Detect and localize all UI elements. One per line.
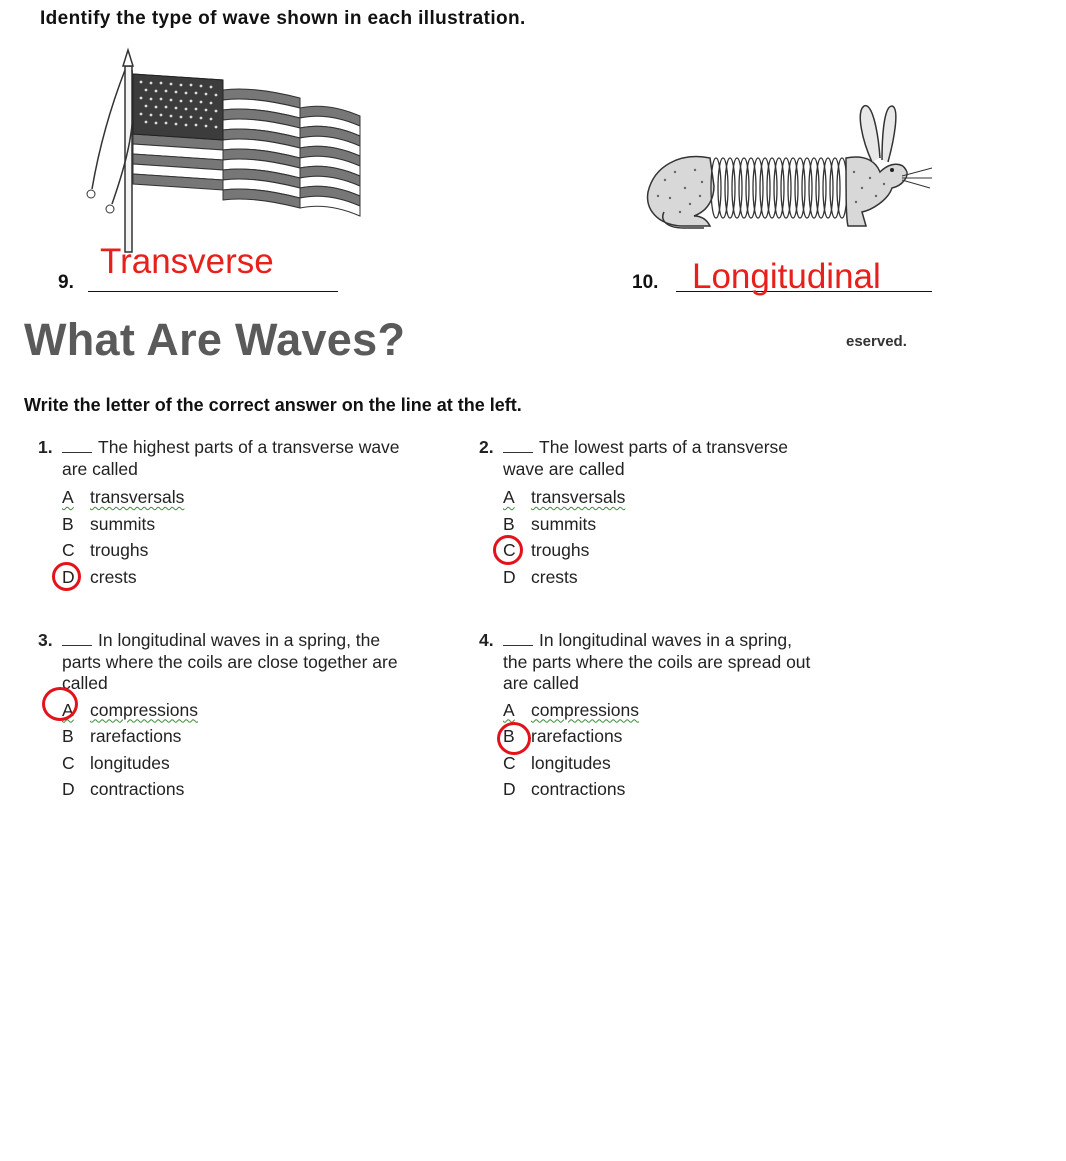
option-text: rarefactions [90,726,182,746]
option-text: transversals [531,487,626,507]
question-stem [38,630,452,695]
page-title: What Are Waves? [24,314,406,365]
option-letter: D [62,566,75,587]
option-text: crests [531,566,578,587]
answer-blank[interactable] [62,631,92,646]
illustration-instruction: Identify the type of wave shown in each illustration. [40,8,526,29]
stem-line: The highest parts of a transverse wave [98,437,400,457]
option-text: troughs [90,540,149,560]
stem-line: the parts where the coils are spread out [503,651,811,672]
option-letter: A [62,487,74,507]
option-b[interactable] [62,723,452,750]
option-letter: D [503,566,516,587]
option-b[interactable] [503,511,883,538]
answer-blank[interactable] [503,631,533,646]
question-1 [38,436,442,590]
option-letter: A [503,487,515,507]
option-b[interactable] [503,723,893,750]
option-c[interactable] [62,537,442,564]
option-text: summits [531,513,597,534]
question-9-answer: Transverse [100,242,274,281]
option-text: crests [90,566,137,587]
option-a[interactable] [62,697,452,724]
question-9-answer-line[interactable] [88,291,338,292]
option-letter: A [503,699,515,720]
option-text: compressions [90,699,198,720]
option-text: contractions [531,779,626,799]
option-text: summits [90,513,156,534]
option-letter: A [62,699,74,720]
option-c[interactable] [62,750,452,777]
question-10-number: 10. [632,272,659,293]
copyright-fragment: eserved. [846,333,907,350]
option-letter: D [503,779,516,799]
question-number: 2. [479,437,494,457]
rabbit-spring-illustration [640,100,935,235]
question-9-number: 9. [58,272,74,293]
option-text: troughs [531,540,590,560]
option-letter: C [62,752,75,773]
question-number: 1. [38,437,53,457]
question-2 [479,436,883,590]
question-number: 3. [38,630,53,650]
stem-line: In longitudinal waves in a spring, the [98,630,381,650]
option-letter: D [62,779,75,799]
stem-line: are called [62,459,138,479]
question-stem [479,630,893,695]
option-text: rarefactions [531,726,623,746]
option-b[interactable] [62,511,442,538]
option-a[interactable] [503,697,893,724]
answer-circle-mark [493,535,523,565]
option-letter: B [62,513,74,534]
option-letter: B [503,726,515,746]
question-number: 4. [479,630,494,650]
stem-line: The lowest parts of a transverse [539,437,788,457]
answer-circle-mark [52,562,81,591]
stem-line: called [62,673,108,693]
question-stem [38,436,442,480]
question-3 [38,630,452,803]
answer-blank[interactable] [62,438,92,453]
answer-blank[interactable] [503,438,533,453]
option-letter: C [62,540,75,560]
question-4 [479,630,893,803]
option-text: transversals [90,487,185,507]
option-letter: B [62,726,74,746]
option-text: contractions [90,779,185,799]
option-letter: C [503,752,516,773]
option-a[interactable] [62,484,442,511]
option-text: longitudes [90,752,170,773]
stem-line: are called [503,673,579,693]
answer-circle-mark [497,722,531,755]
stem-line: parts where the coils are close together are [62,651,398,672]
option-text: longitudes [531,752,611,773]
flag-illustration [78,44,378,254]
option-letter: C [503,540,516,560]
option-d[interactable] [503,776,893,803]
option-letter: B [503,513,515,534]
option-d[interactable] [503,564,883,591]
option-d[interactable] [62,564,442,591]
option-c[interactable] [503,750,893,777]
answer-circle-mark [42,687,78,721]
option-text: compressions [531,699,639,720]
question-stem [479,436,883,480]
answer-instruction: Write the letter of the correct answer on the line at the left. [24,395,522,415]
option-a[interactable] [503,484,883,511]
option-d[interactable] [62,776,452,803]
question-10-answer: Longitudinal [692,257,881,296]
stem-line: In longitudinal waves in a spring, [539,630,792,650]
option-c[interactable] [503,537,883,564]
stem-line: wave are called [503,459,625,479]
